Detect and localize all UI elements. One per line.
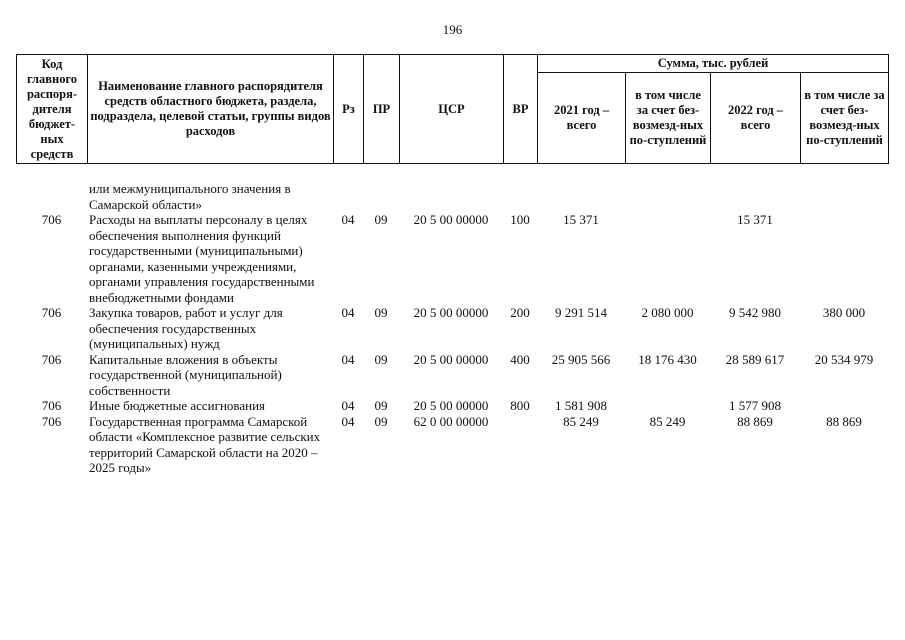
row-vr: 800 [510, 398, 530, 413]
row-2021-total: 85 249 [563, 413, 599, 429]
row-code: 706 [41, 212, 62, 227]
row-2021-total: 1 581 908 [555, 398, 607, 413]
table-row [16, 305, 888, 352]
row-csr: 62 0 00 00000 [413, 413, 489, 429]
header-2022-free: в том числе за счет без-возмезд-ных по-ступлений [801, 73, 889, 164]
row-rz: 04 [341, 398, 355, 413]
header-pr: ПР [364, 55, 400, 164]
header-2022-total: 2022 год – всего [711, 73, 801, 164]
table-body [16, 181, 888, 476]
header-code: Код главного распоря-дителя бюджет-ных средств [17, 55, 88, 164]
page-number: 196 [442, 22, 463, 37]
row-2021-free: 2 080 000 [641, 305, 694, 320]
row-2021-free: 85 249 [649, 413, 686, 429]
row-csr: 20 5 00 00000 [413, 398, 489, 413]
table-row [16, 414, 888, 476]
row-rz: 04 [341, 413, 355, 429]
row-csr: 20 5 00 00000 [413, 212, 489, 227]
row-pr: 09 [374, 351, 388, 367]
row-vr: 200 [510, 305, 530, 320]
row-2022-total: 9 542 980 [729, 305, 781, 320]
table-row [16, 352, 888, 399]
row-name: Капитальные вложения в объекты государственной (муниципальной) собственности [89, 351, 282, 398]
table-row [16, 398, 888, 414]
row-2021-free [625, 212, 710, 305]
row-2021-total: 9 291 514 [555, 305, 607, 320]
row-2022-free [800, 212, 888, 305]
row-csr: 20 5 00 00000 [413, 305, 489, 320]
table-header [16, 54, 889, 164]
header-sum-title: Сумма, тыс. рублей [538, 55, 889, 73]
row-name: Расходы на выплаты персоналу в целях обеспечения выполнения функций государственными (муниципальными) органами, казенными учреждениями, органами управления государственными внебюджетными фондами [89, 212, 315, 305]
continuation-row [16, 181, 888, 212]
header-2021-total: 2021 год – всего [538, 73, 626, 164]
row-2021-total: 25 905 566 [551, 351, 611, 367]
row-vr: 100 [510, 212, 530, 227]
row-pr: 09 [374, 398, 388, 413]
continuation-name: или межмуниципального значения в Самарской области» [89, 181, 291, 212]
row-vr: 400 [510, 351, 530, 367]
row-2022-total: 28 589 617 [725, 351, 785, 367]
row-code: 706 [41, 398, 62, 413]
row-pr: 09 [374, 413, 388, 429]
row-pr: 09 [374, 212, 388, 227]
row-name: Закупка товаров, работ и услуг для обеспечения государственных (муниципальных) нужд [89, 305, 283, 351]
header-2021-free: в том числе за счет без-возмезд-ных по-ступлений [626, 73, 711, 164]
row-rz: 04 [341, 351, 355, 367]
table-row [16, 212, 888, 305]
row-code: 706 [41, 351, 62, 367]
header-vr: ВР [504, 55, 538, 164]
header-name: Наименование главного распорядителя средств областного бюджета, раздела, подраздела, целевой статьи, группы видов расходов [88, 55, 334, 164]
row-2021-free: 18 176 430 [638, 351, 697, 367]
row-2022-total: 88 869 [737, 413, 773, 429]
row-2022-free [800, 398, 888, 414]
row-name: Государственная программа Самарской области «Комплексное развитие сельских территорий Самарской области на 2020 – 2025 годы» [89, 413, 321, 475]
row-csr: 20 5 00 00000 [413, 351, 489, 367]
row-2022-free: 88 869 [826, 413, 862, 429]
row-2021-total: 15 371 [563, 212, 599, 227]
row-2022-total: 1 577 908 [729, 398, 781, 413]
row-2021-free [625, 398, 710, 414]
row-pr: 09 [374, 305, 388, 320]
row-rz: 04 [341, 305, 355, 320]
row-code: 706 [41, 305, 62, 320]
row-2022-free: 380 000 [822, 305, 866, 320]
row-2022-total: 15 371 [737, 212, 773, 227]
row-rz: 04 [341, 212, 355, 227]
header-csr: ЦСР [400, 55, 504, 164]
row-vr [503, 414, 537, 476]
row-name: Иные бюджетные ассигнования [89, 398, 266, 413]
row-2022-free: 20 534 979 [814, 351, 874, 367]
header-rz: Рз [334, 55, 364, 164]
row-code: 706 [41, 413, 62, 429]
